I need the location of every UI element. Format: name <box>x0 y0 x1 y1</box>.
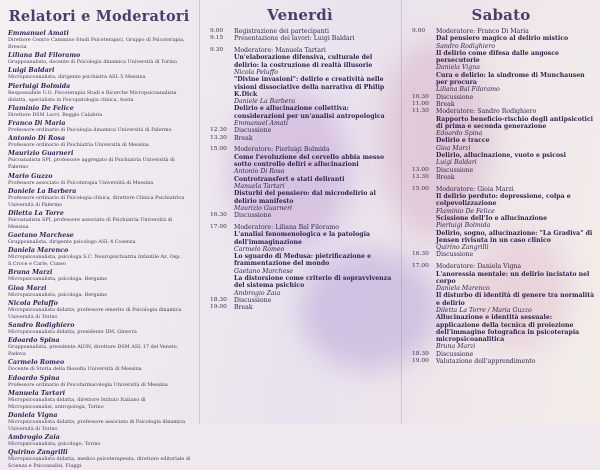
program-row <box>210 297 396 304</box>
speaker-name: Quirino Zangrilli <box>8 449 68 457</box>
speaker-role: Professore associato di Psicoterapia Università di Messina <box>8 179 154 186</box>
speaker-entry <box>8 188 192 209</box>
program-row <box>210 268 396 275</box>
session-time <box>412 145 436 152</box>
program-row <box>210 168 396 175</box>
talk-title: L'anoressia mentale: un delirio incistato nel corpo <box>436 270 590 285</box>
session-time: 11.30 <box>412 108 429 115</box>
saturday-panel <box>402 0 600 424</box>
program-row <box>412 28 596 35</box>
talk-title: Rapporto beneficio-rischio degli antipsicotici di prima e seconda generazione <box>436 115 594 130</box>
speaker-entry <box>8 434 192 448</box>
speaker-entry <box>8 83 192 104</box>
program-row <box>412 244 596 251</box>
friday-title: Venerdì <box>267 6 333 24</box>
session-time <box>210 54 234 69</box>
session-label: Discussione <box>436 93 474 101</box>
speaker-name: Carmelo Romeo <box>8 359 65 367</box>
session-time <box>412 285 436 292</box>
session-label: Discussione <box>234 296 272 304</box>
talk-title: La distorsione come criterio di sopravvivenza del sistema psichico <box>234 275 392 290</box>
friday-program <box>200 24 400 311</box>
program-row <box>210 183 396 190</box>
talk-speaker: Edoardo Spina <box>436 130 483 138</box>
program-row <box>412 86 596 93</box>
session-time <box>210 183 234 190</box>
speaker-entry <box>8 337 192 358</box>
program-row <box>210 205 396 212</box>
speaker-name: Pierluigi Bolmida <box>8 82 71 90</box>
speaker-name: Flaminio De Felice <box>8 104 74 112</box>
session-time <box>210 120 234 127</box>
talk-speaker: Manuela Tartari <box>234 182 285 190</box>
speaker-name: Ambrogio Zaia <box>8 434 60 442</box>
speaker-role: Micropsicoanalista, dirigente psichiatra ASL 5 Messina <box>8 74 146 81</box>
session-label: Moderatore: Gioia Marzi <box>436 185 514 193</box>
speaker-role: Psicoanalista SPI, professore aggregato di Psichiatria Università di Palermo <box>8 157 175 171</box>
session-time: 15.00 <box>210 146 227 153</box>
speaker-role: Micropsicoanalista didatta, professore associato di Psicologia dinamica Università di Torino <box>8 418 186 432</box>
speaker-name: Bruna Marzi <box>8 269 53 277</box>
speaker-entry <box>8 359 192 373</box>
program-row <box>412 285 596 292</box>
session-time: 16.30 <box>412 251 429 258</box>
session-time <box>210 246 234 253</box>
talk-speaker: Daniele La Barbera <box>234 98 296 106</box>
speaker-role: Direttore Centro Cammino Studi Psicoterapici, Gruppo di Psicoterapia, Brescia <box>8 37 185 50</box>
session-time: 9.00 <box>412 28 426 34</box>
session-time <box>412 230 436 245</box>
session-time: 11.00 <box>412 100 429 107</box>
speaker-role: Professore ordinario di Psichiatria Università di Messina <box>8 142 149 149</box>
speaker-name: Daniela Marenco <box>8 247 69 255</box>
speaker-role: Micropsicoanalista didatta, direttore Istituto Italiano di Micropsicoanalisi, antropologa, Torino <box>8 396 146 410</box>
session-time <box>412 208 436 215</box>
session-time <box>412 116 436 131</box>
speaker-entry <box>8 232 192 246</box>
session-time <box>210 290 234 297</box>
session-time <box>412 292 436 307</box>
program-row <box>210 35 396 42</box>
session-time: 15.00 <box>412 185 429 192</box>
saturday-program <box>402 24 600 365</box>
speaker-role: Micropsicoanalista didatta, medico psicoterapeuta, direttore editoriale di Scienza e Psicoanalisi, Fiuggi <box>8 456 191 470</box>
program-row <box>210 290 396 297</box>
session-time <box>412 193 436 208</box>
program-row <box>412 263 596 270</box>
program-row <box>210 253 396 268</box>
program-row <box>412 193 596 208</box>
talk-title: Cura e delirio: la sindrome di Munchausen per procura <box>436 71 585 87</box>
session-label: Moderatore: Franco Di Maria <box>436 28 529 35</box>
session-time: 13.00 <box>412 166 429 173</box>
program-row <box>210 190 396 205</box>
speaker-entry <box>8 412 192 433</box>
talk-speaker: Emmanuel Amati <box>234 120 289 128</box>
session-time <box>210 268 234 275</box>
program-row <box>210 105 396 120</box>
program-row <box>210 304 396 311</box>
talk-title: Un'elaborazione difensiva, culturale del delirio: la costruzione di realtà illusorie <box>234 54 373 69</box>
speaker-role: Direttore DSM Locri, Reggio Calabria <box>8 111 103 118</box>
session-time <box>210 231 234 246</box>
program-row <box>210 146 396 153</box>
session-time: 16.30 <box>210 212 227 219</box>
speaker-entry <box>8 173 192 187</box>
session-time <box>210 253 234 268</box>
talk-speaker: Carmelo Romeo <box>234 245 285 253</box>
session-label: Moderatore: Manuela Tartari <box>234 47 326 55</box>
speaker-name: Franco Di Maria <box>8 119 66 127</box>
session-time <box>210 105 234 120</box>
speaker-entry <box>8 300 192 321</box>
session-time: 13.30 <box>412 173 429 180</box>
speaker-name: Daniela Vigna <box>8 411 58 419</box>
talk-speaker: Daniela Vigna <box>436 64 480 72</box>
session-label: Moderatore: Pierluigi Bolmida <box>234 146 330 154</box>
speaker-name: Diletta La Torre <box>8 209 64 217</box>
speaker-name: Maurizio Guarneri <box>8 150 74 158</box>
talk-speaker: Bruna Marzi <box>436 343 476 351</box>
session-time <box>412 307 436 314</box>
session-time <box>412 271 436 286</box>
program-row <box>412 343 596 350</box>
program-row <box>210 176 396 183</box>
program-row <box>210 76 396 98</box>
program-row <box>412 152 596 159</box>
talk-speaker: Quirino Zangrilli <box>436 244 489 252</box>
talk-speaker: Gaetano Marchese <box>234 267 294 275</box>
program-row <box>210 69 396 76</box>
speaker-role: Micropsicoanalista, psicologa, Bergamo <box>8 276 108 283</box>
program-row <box>412 251 596 258</box>
speaker-name: Luigi Baldari <box>8 67 55 75</box>
talk-title: Delirio, allucinazione, vuoto e psicosi <box>436 152 566 160</box>
speaker-name: Emmanuel Amati <box>8 30 69 37</box>
program-row <box>210 154 396 169</box>
session-label: Break <box>436 173 455 181</box>
talk-title: Il delirio perduto: depressione, colpa e colpevolizzazione <box>436 193 571 208</box>
talk-title: Allucinazione e identità sessuale: applicazione della tecnica di proiezione dell'immagine fotografica in psicoterapia micropsicoanalitica <box>436 314 580 344</box>
speaker-role: Gruppoanalista, presidente AION, direttore DSM ASL 17 del Veneto, Padova <box>8 344 179 358</box>
session-time <box>412 64 436 71</box>
session-time <box>412 244 436 251</box>
session-time <box>210 69 234 76</box>
session-time: 13.30 <box>210 134 227 141</box>
session-label: Registrazione dei partecipanti <box>234 28 330 35</box>
session-time <box>412 130 436 137</box>
session-label: Discussione <box>436 166 474 174</box>
program-row <box>210 212 396 219</box>
session-label: Moderatore: Daniela Vigna <box>436 263 522 271</box>
speaker-role: Professore ordinario di Psicologia dinamica Università di Palermo <box>8 126 172 133</box>
session-label: Break <box>234 304 253 312</box>
program-row <box>412 72 596 87</box>
program-row <box>210 120 396 127</box>
talk-speaker: Luigi Baldari <box>436 159 477 167</box>
session-time: 9.15 <box>210 35 224 42</box>
speaker-entry <box>8 285 192 299</box>
speaker-role: Micropsicoanalista didatta, professore emerito di Psicologia dinamica Università di Torino <box>8 306 182 320</box>
speaker-role: Responsabile U.O. Psicoterapia Studi e Ricerche Micropsicoanalista didatta, specialista in Psicopatologia clinica, Aosta <box>8 89 177 103</box>
talk-speaker: Nicola Peluffo <box>234 68 278 76</box>
session-label: Presentazione dei lavori: Luigi Baldari <box>234 35 355 43</box>
program-row <box>412 116 596 131</box>
speaker-name: Gaetano Marchese <box>8 232 74 240</box>
program-row <box>210 28 396 35</box>
talk-title: Controtransfert e stati deliranti <box>234 175 345 183</box>
speaker-name: Edoardo Spina <box>8 374 60 382</box>
session-label: Moderatore: Sandro Rodighiero <box>436 108 537 116</box>
session-time <box>412 215 436 222</box>
talk-speaker: Diletta La Torre / Maria Guzzo <box>436 306 532 314</box>
program-row <box>412 159 596 166</box>
speaker-role: Micropsicoanalista didatta, presidente IIM, Ginevra <box>8 329 137 335</box>
speaker-entry <box>8 210 192 231</box>
talk-speaker: Ambrogio Zaia <box>234 289 281 297</box>
talk-speaker: Pierluigi Bolmida <box>436 222 491 230</box>
speaker-name: Daniele La Barbera <box>8 187 77 195</box>
session-time <box>412 222 436 229</box>
talk-speaker: Gioa Marzi <box>436 144 471 152</box>
session-time <box>412 72 436 87</box>
session-time <box>210 154 234 169</box>
speaker-role: Micropsicoanalista, psicologa, Bergamo <box>8 291 108 298</box>
speaker-role: Gruppoanalista, dirigente psicologo ASL 4 Cosenza <box>8 239 136 246</box>
session-time: 10.30 <box>412 93 429 100</box>
session-time: 19.00 <box>210 304 227 311</box>
talk-speaker: Daniela Marenco <box>436 285 490 293</box>
talk-title: Lo sguardo di Medusa: pietrificazione e frammentazione del mondo <box>234 253 372 268</box>
program-row <box>412 64 596 71</box>
talk-title: Delirio, sogno, allucinazione: "La Gradiva" di Jensen rivisuta in un caso clinico <box>436 229 593 244</box>
speaker-role: Professore ordinario di Psicologia clinica, direttore Clinica Psichiatrica Università di Palermo <box>8 194 185 208</box>
session-time <box>210 168 234 175</box>
speaker-entry <box>8 269 192 283</box>
program-row <box>412 222 596 229</box>
speaker-name: Edoardo Spina <box>8 337 60 345</box>
talk-speaker: Liliana Bal Filoramo <box>436 86 500 94</box>
speaker-name: Sandro Rodighiero <box>8 322 75 329</box>
speaker-name: Gioa Marzi <box>8 284 47 292</box>
program-row <box>412 230 596 245</box>
speaker-name: Manuela Tartari <box>8 389 66 397</box>
session-time: 17.00 <box>412 263 429 270</box>
program-row <box>210 135 396 142</box>
talk-speaker: Flaminio De Felice <box>436 207 495 215</box>
speaker-role: Professore ordinario di Psicofarmacologia Università di Messina <box>8 381 168 388</box>
program-row <box>210 224 396 231</box>
session-label: Moderatore: Liliana Bal Filoramo <box>234 223 339 231</box>
talk-title: "Divine invasioni": delirio e creatività nelle visioni dissociative della narrativa di Philip K.Dick <box>234 76 385 98</box>
session-time <box>210 76 234 98</box>
speaker-role: Micropsicoanalista, psicologo, Torino <box>8 441 101 448</box>
speaker-name: Antonio Di Rosa <box>8 135 66 143</box>
session-time <box>412 343 436 350</box>
program-row <box>210 54 396 69</box>
session-label: Break <box>436 100 455 108</box>
saturday-title: Sabato <box>471 6 531 24</box>
program-row <box>412 101 596 108</box>
speaker-role: Psicoanalista SPI, professore associato di Psichiatria Università di Messina <box>8 216 173 230</box>
program-row <box>412 208 596 215</box>
program-row <box>412 271 596 286</box>
program-row <box>412 292 596 307</box>
session-time <box>412 35 436 42</box>
speakers-list <box>0 25 198 470</box>
session-time <box>412 159 436 166</box>
friday-panel <box>200 0 400 424</box>
session-time: 18.30 <box>412 350 429 357</box>
session-time <box>210 98 234 105</box>
session-time <box>210 176 234 183</box>
session-time <box>412 86 436 93</box>
speakers-title: Relatori e Moderatori <box>8 8 190 25</box>
talk-title: Disturbi del pensiero: dal microdelirio al delirio manifesto <box>234 190 376 205</box>
session-label: Discussione <box>436 350 474 358</box>
session-time: 12.30 <box>210 127 227 134</box>
session-label: Break <box>234 134 253 142</box>
program-row <box>412 130 596 137</box>
speaker-entry <box>8 67 192 81</box>
program-row <box>412 167 596 174</box>
session-label: Discussione <box>234 127 272 135</box>
session-time: 18.30 <box>210 296 227 303</box>
speaker-name: Nicola Peluffo <box>8 299 58 307</box>
session-time <box>210 205 234 212</box>
talk-title: L'analisi fenomenologica e la patologia dell'immaginazione <box>234 231 370 246</box>
talk-title: Dal pensiero magico al delirio mistico <box>436 35 569 43</box>
talk-speaker: Antonio Di Rosa <box>234 168 285 176</box>
session-time <box>412 43 436 50</box>
speaker-entry <box>8 105 192 119</box>
speaker-role: Gruppoanalista, docente di Psicologia dinamica Università di Torino <box>8 59 177 66</box>
program-row <box>412 174 596 181</box>
program-row <box>412 137 596 144</box>
speaker-name: Mario Guzzo <box>8 172 53 180</box>
program-row <box>412 50 596 65</box>
speaker-entry <box>8 375 192 389</box>
speaker-entry <box>8 449 192 470</box>
program-row <box>210 127 396 134</box>
speaker-entry <box>8 120 192 134</box>
session-time <box>412 152 436 159</box>
speaker-entry <box>8 150 192 171</box>
talk-title: Scissione dell'Io e allucinazione <box>436 214 548 222</box>
session-label: Discussione <box>436 251 474 259</box>
session-time <box>210 190 234 205</box>
program-row <box>210 246 396 253</box>
speaker-role: Docente di Storia della filosofia Università di Messina <box>8 366 142 373</box>
speaker-entry <box>8 30 192 51</box>
session-time: 9.00 <box>210 28 224 34</box>
talk-title: Come l'evoluzione del cervello abbia messo sotto controllo deliri e allucinazioni <box>234 153 385 169</box>
session-label: Discussione <box>234 212 272 220</box>
program-row <box>412 35 596 42</box>
talk-title: Delirio e tracce <box>436 137 490 145</box>
program-row <box>210 98 396 105</box>
program-row <box>412 145 596 152</box>
talk-speaker: Maurizio Guarneri <box>234 204 293 212</box>
session-time: 9.30 <box>210 47 224 54</box>
program-row <box>412 314 596 343</box>
program-row <box>412 307 596 314</box>
talk-title: Il disturbo di identità di genere tra normalità e delirio <box>436 292 595 307</box>
session-label: Valutazione dell'apprendimento <box>436 358 536 366</box>
program-row <box>210 231 396 246</box>
speaker-entry <box>8 390 192 411</box>
session-time <box>412 314 436 343</box>
talk-title: Il delirio come difesa dalle angosce persecutorie <box>436 49 559 65</box>
speaker-entry <box>8 247 192 268</box>
speaker-entry <box>8 135 192 149</box>
speakers-panel <box>0 0 198 470</box>
program-row <box>210 47 396 54</box>
program-row <box>412 351 596 358</box>
talk-speaker: Sandro Rodighiero <box>436 42 496 50</box>
speaker-role: Micropsicoanalista, psicologa S.C. Neuropsichiatria Infantile Az. Osp. S.Croce e Carle, Cuneo <box>8 254 181 268</box>
program-row <box>412 43 596 50</box>
program-row <box>210 275 396 290</box>
session-time: 17.00 <box>210 223 227 230</box>
talk-title: Delirio e allucinazione collettiva: considerazioni per un'analisi antropologica <box>234 105 385 120</box>
program-row <box>412 108 596 115</box>
program-row <box>412 215 596 222</box>
program-row <box>412 358 596 365</box>
speaker-entry <box>8 52 192 66</box>
program-row <box>412 186 596 193</box>
session-time <box>412 50 436 65</box>
session-time <box>210 275 234 290</box>
session-time: 19.00 <box>412 358 429 365</box>
speaker-entry <box>8 322 192 336</box>
session-time <box>412 137 436 144</box>
program-row <box>412 94 596 101</box>
speaker-name: Liliana Bal Filoramo <box>8 52 81 60</box>
